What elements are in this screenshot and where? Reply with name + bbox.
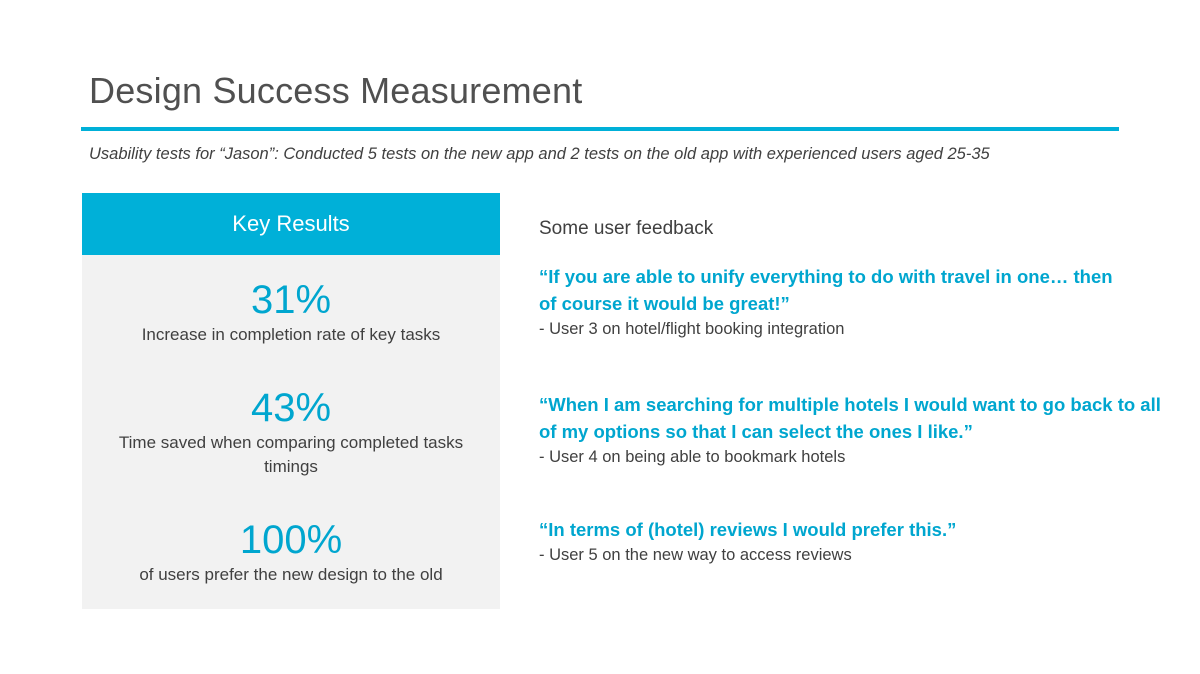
metric-user-preference [82, 517, 500, 587]
key-results-header: Key Results [82, 193, 500, 255]
metric-label: of users prefer the new design to the old [139, 565, 443, 584]
metric-value: 43% [250, 386, 332, 430]
feedback-quote-1 [539, 263, 1119, 341]
page-title: Design Success Measurement [89, 70, 583, 111]
metric-value: 100% [239, 518, 343, 562]
metric-time-saved [82, 385, 500, 479]
quote-text: “In terms of (hotel) reviews I would prefer this.” [539, 519, 957, 540]
quote-text: “When I am searching for multiple hotels I would want to go back to all of my options so that I can select the ones I like.” [539, 394, 1161, 442]
quote-text: “If you are able to unify everything to do with travel in one… then of course it would be great!” [539, 266, 1113, 314]
feedback-heading: Some user feedback [539, 218, 714, 239]
quote-attribution: - User 4 on being able to bookmark hotels [539, 448, 846, 466]
title-divider [81, 127, 1119, 131]
user-feedback-section [539, 218, 1179, 564]
metric-label: Increase in completion rate of key tasks [141, 325, 441, 344]
quote-attribution: - User 5 on the new way to access reviews [539, 546, 852, 564]
feedback-quote-3 [539, 516, 1179, 567]
quote-attribution: - User 3 on hotel/flight booking integration [539, 320, 845, 338]
page-subtitle: Usability tests for “Jason”: Conducted 5 tests on the new app and 2 tests on the old app with experienced users aged 25-35 [89, 145, 990, 163]
metric-label: Time saved when comparing completed tasks timings [118, 433, 464, 476]
key-results-panel [82, 193, 500, 609]
feedback-quote-2 [539, 391, 1179, 469]
metric-completion-rate [82, 277, 500, 347]
metric-value: 31% [250, 278, 332, 322]
